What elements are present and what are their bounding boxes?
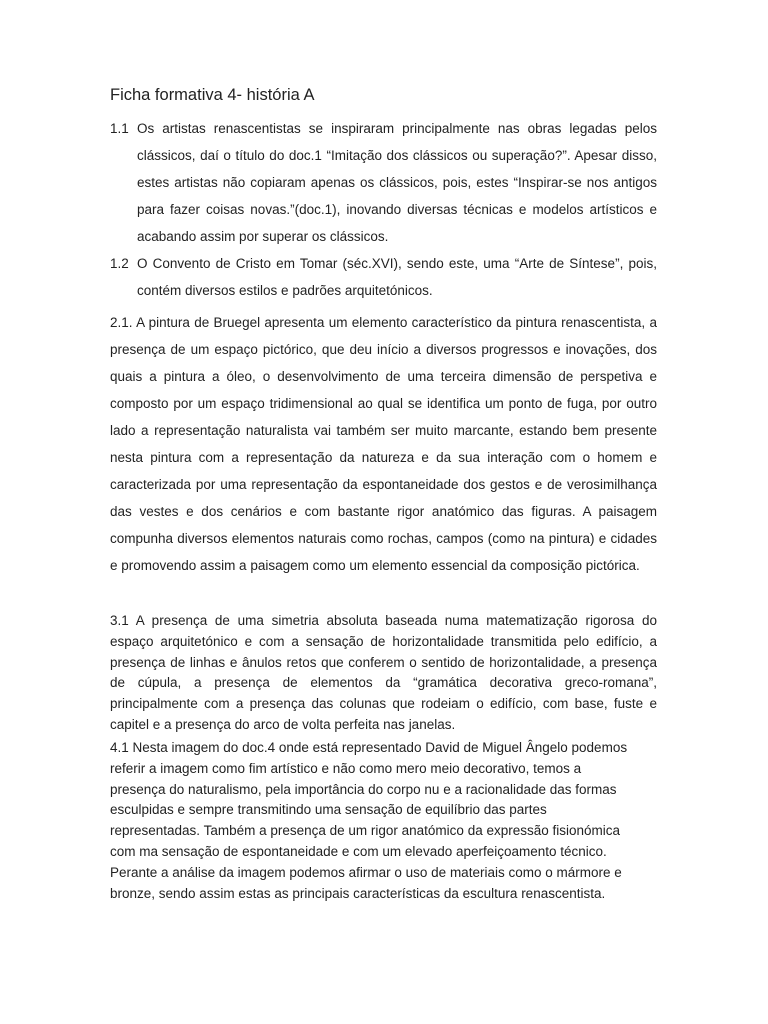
answer-number: 1.2 xyxy=(110,256,129,271)
document-title: Ficha formativa 4- história A xyxy=(110,86,315,104)
answer-1-2 xyxy=(110,250,657,304)
answer-4-1-line: com ma sensação de espontaneidade e com um elevado aperfeiçoamento técnico. xyxy=(110,843,607,859)
answer-4-1-line: referir a imagem como fim artístico e não como mero meio decorativo, temos a xyxy=(110,760,582,776)
answer-text: O Convento de Cristo em Tomar (séc.XVI), sendo este, uma “Arte de Síntese”, pois, contém diversos estilos e padrões arquitetónicos. xyxy=(137,256,657,298)
answer-1-1 xyxy=(110,115,657,250)
answer-4-1-line: esculpidas e sempre transmitindo uma sensação de equilíbrio das partes xyxy=(110,802,547,818)
answer-4-1-line: 4.1 Nesta imagem do doc.4 onde está representado David de Miguel Ângelo podemos xyxy=(110,740,628,755)
answer-text: Os artistas renascentistas se inspiraram principalmente nas obras legadas pelos clássicos, daí o título do doc.1 “Imitação dos clássicos ou superação?”. Apesar disso, estes artistas não copiaram apenas os clássicos, pois, estes “Inspirar-se nos antigos para fazer coisas novas.”(doc.1), inovando diversas técnicas e modelos artísticos e acabando assim por superar os clássicos. xyxy=(137,121,657,244)
answers-1 xyxy=(110,115,657,304)
answer-number: 1.1 xyxy=(110,121,129,136)
answer-4-1 xyxy=(110,738,657,904)
answer-4-1-line: bronze, sendo assim estas as principais características da escultura renascentista. xyxy=(110,885,606,901)
answer-3-1: 3.1 A presença de uma simetria absoluta baseada numa matematização rigorosa do espaço arquitetónico e com a sensação de horizontalidade transmitida pelo edifício, a presença de linhas e ânulos retos que conferem o sentido de horizontalidade, a presença de cúpula, a presença de elementos da “gramática decorativa greco-romana”, principalmente com a presença das colunas que rodeiam o edifício, com base, fuste e capitel e a presença do arco de volta perfeita nas janelas. xyxy=(110,613,657,732)
answer-2-1: 2.1. A pintura de Bruegel apresenta um elemento característico da pintura renascentista, a presença de um espaço pictórico, que deu início a diversos progressos e inovações, dos quais a pintura a óleo, o desenvolvimento de uma terceira dimensão de perspetiva e composto por um espaço tridimensional ao qual se identifica um ponto de fuga, por outro lado a representação naturalista vai também ser muito marcante, estando bem presente nesta pintura com a representação da natureza e da sua interação com o homem e caracterizada por uma representação da espontaneidade dos gestos e de verosimilhança das vestes e dos cenários e com bastante rigor anatómico das figuras. A paisagem compunha diversos elementos naturais como rochas, campos (como na pintura) e cidades e promovendo assim a paisagem como um elemento essencial da composição pictórica. xyxy=(110,315,657,573)
answer-4-1-line: presença do naturalismo, pela importância do corpo nu e a racionalidade das formas xyxy=(110,781,617,797)
answer-4-1-line: Perante a análise da imagem podemos afirmar o uso de materiais como o mármore e xyxy=(110,864,622,880)
answer-4-1-line: representadas. Também a presença de um rigor anatómico da expressão fisionómica xyxy=(110,823,621,839)
